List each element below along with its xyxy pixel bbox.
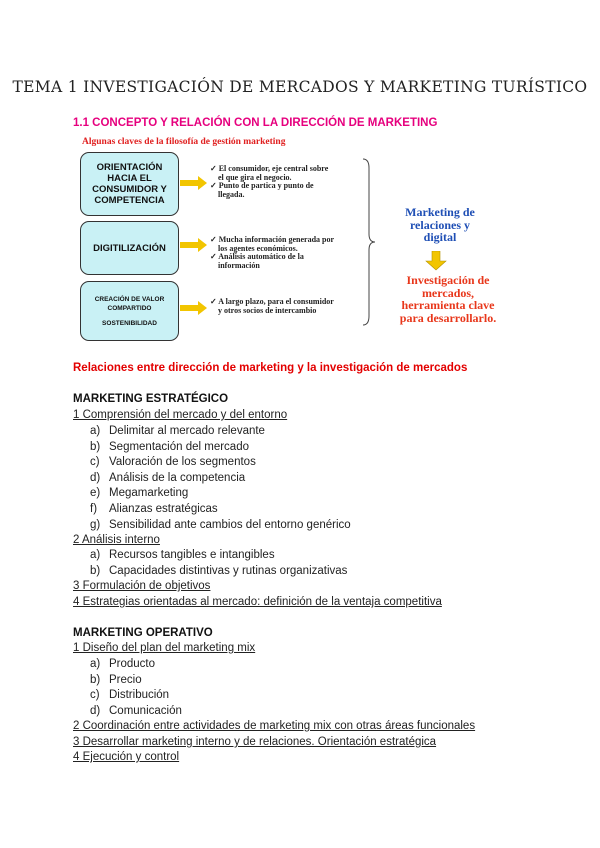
operativo-section-3: 3 Desarrollar marketing interno y de relaciones. Orientación estratégica [73, 736, 437, 748]
list-item: b) Capacidades distintivas y rutinas organizativas [90, 564, 348, 577]
page-title: TEMA 1 INVESTIGACIÓN DE MERCADOS Y MARKETING TURÍSTICO [12, 78, 588, 96]
estrategico-heading: MARKETING ESTRATÉGICO [73, 393, 229, 405]
list-item: e) Megamarketing [90, 487, 189, 500]
estrategico-section-2: 2 Análisis interno [73, 534, 160, 546]
list-item: b) Segmentación del mercado [90, 440, 249, 453]
operativo-section-2: 2 Coordinación entre actividades de marketing mix con otras áreas funcionales [73, 720, 476, 732]
list-item: a) Delimitar al mercado relevante [90, 425, 265, 437]
arrow-right-icon [180, 301, 208, 315]
section-heading: 1.1 CONCEPTO Y RELACIÓN CON LA DIRECCIÓN DE MARKETING [73, 117, 438, 129]
marketing-relaciones-digital: Marketing de relaciones y digital [405, 205, 475, 244]
arrow-down-icon [425, 251, 447, 271]
operativo-heading: MARKETING OPERATIVO [73, 627, 213, 639]
list-item: f) Alianzas estratégicas [90, 503, 218, 515]
investigacion-mercados-clave: Investigación de mercados, herramienta clave para desarrollarlo. [399, 273, 497, 325]
list-item: a) Recursos tangibles e intangibles [90, 549, 275, 561]
list-item: c) Valoración de los segmentos [90, 456, 256, 469]
list-item: d) Análisis de la competencia [90, 471, 246, 484]
bullets-consumidor: ✓ El consumidor, eje central sobre el que gira el negocio. ✓ Punto de partica y punto de llegada. [210, 164, 329, 199]
arrow-right-icon [180, 176, 208, 190]
operativo-section-4: 4 Ejecución y control [73, 751, 180, 763]
box-valor-compartido: CREACIÓN DE VALOR COMPARTIDO SOSTENIBILIDAD [80, 281, 179, 341]
box-digitilizacion: DIGITILIZACIÓN [80, 221, 179, 275]
list-item: b) Precio [90, 673, 142, 686]
box-orientacion: ORIENTACIÓN HACIA EL CONSUMIDOR Y COMPETENCIA [80, 152, 179, 216]
estrategico-section-3: 3 Formulación de objetivos [73, 580, 211, 592]
list-item: g) Sensibilidad ante cambios del entorno genérico [90, 518, 351, 531]
operativo-section-1: 1 Diseño del plan del marketing mix [73, 642, 256, 654]
bullets-digitilizacion: ✓ Mucha información generada por los agentes económicos. ✓ Análisis automático de la información [210, 235, 335, 270]
list-item: c) Distribución [90, 689, 170, 702]
brace-icon [362, 158, 376, 326]
arrow-right-icon [180, 238, 208, 252]
estrategico-section-4: 4 Estrategias orientadas al mercado: definición de la ventaja competitiva [73, 596, 442, 608]
list-item: a) Producto [90, 658, 156, 670]
bullets-valor: ✓ A largo plazo, para el consumidor y otros socios de intercambio [210, 297, 334, 315]
relations-heading: Relaciones entre dirección de marketing y la investigación de mercados [73, 362, 468, 374]
diagram-heading: Algunas claves de la filosofía de gestión marketing [82, 137, 286, 147]
list-item: d) Comunicación [90, 704, 182, 717]
estrategico-section-1: 1 Comprensión del mercado y del entorno [73, 409, 288, 421]
